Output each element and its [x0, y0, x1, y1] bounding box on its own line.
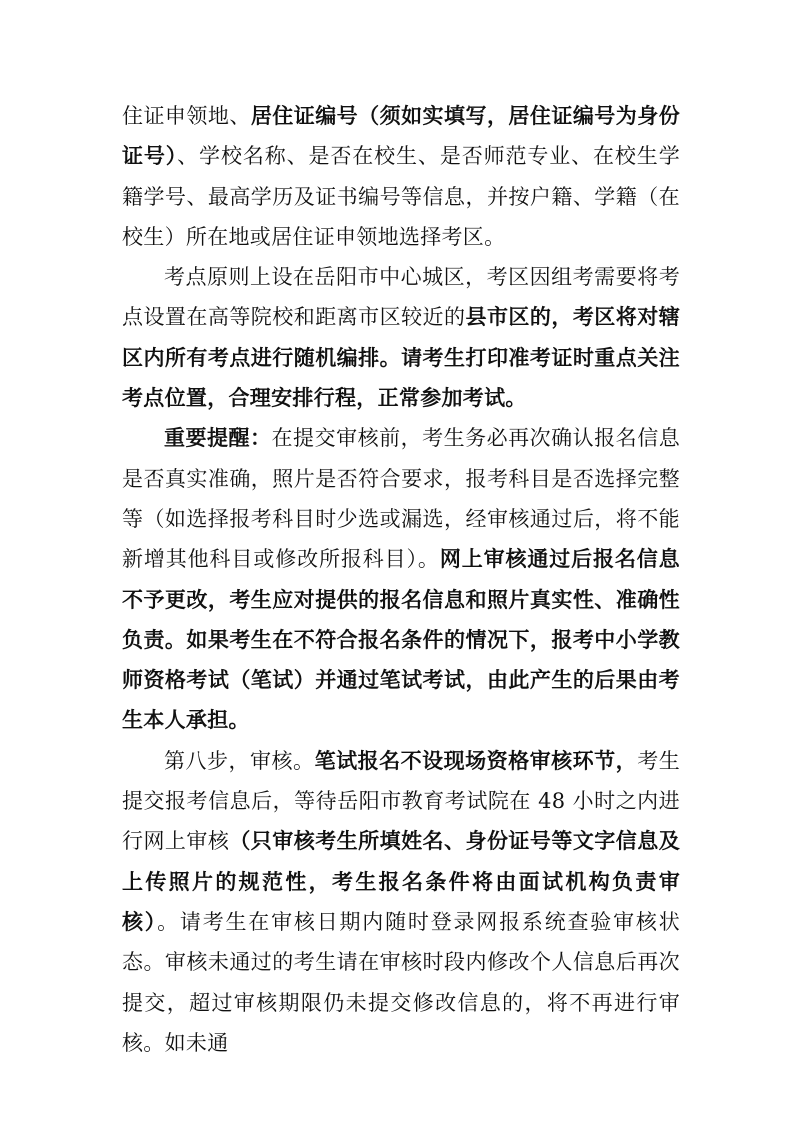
bold-text-run: 重要提醒： [164, 425, 272, 451]
text-run: 。请考生在审核日期内随时登录网报系统查验审核状态。审核未通过的考生请在审核时段内修改个人信息后再次提交，超过审核期限仍未提交修改信息的，将不再进行审核。如未通 [122, 909, 680, 1055]
bold-text-run: 居住证编号（须如实填写，居住证编号为身份证号） [122, 103, 680, 169]
text-run: 在提交审核前，考生务必再次确认报名信息是否真实准确，照片是否符合要求，报考科目是否选择完整等（如选择报考科目时少选或漏选，经审核通过后，将不能新增其他科目或修改所报科目）。 [122, 426, 680, 572]
bold-text-run: 县市区的，考区将对辖区内所有考点进行随机编排。请考生打印准考证时重点关注考点位置，合理安排行程，正常参加考试。 [122, 304, 680, 411]
text-run: 考生提交报考信息后，等待岳阳市教育考试院在 48 小时之内进行网上审核 [122, 748, 680, 854]
document-body [122, 96, 680, 1063]
bold-text-run: （只审核考生所填姓名、身份证号等文字信息及上传照片的规范性，考生报名条件将由面试机构负责审核） [122, 828, 680, 934]
text-run: 考点原则上设在岳阳市中心城区，考区因组考需要将考点设置在高等院校和距离市区较近的 [122, 265, 680, 330]
paragraph [122, 257, 680, 418]
text-run: 第八步，审核。 [164, 748, 315, 773]
bold-text-run: 笔试报名不设现场资格审核环节， [314, 747, 638, 773]
paragraph [122, 741, 680, 1063]
text-run: 、学校名称、是否在校生、是否师范专业、在校生学籍学号、最高学历及证书编号等信息，并按户籍、学籍（在校生）所在地或居住证申领地选择考区。 [122, 144, 680, 249]
paragraph [122, 418, 680, 740]
paragraph [122, 96, 680, 257]
text-run: 住证申领地、 [122, 104, 251, 128]
bold-text-run: 网上审核通过后报名信息不予更改，考生应对提供的报名信息和照片真实性、准确性负责。如果考生在不符合报名条件的情况下，报考中小学教师资格考试（笔试）并通过笔试考试，由此产生的后果由考生本人承担。 [122, 546, 680, 733]
